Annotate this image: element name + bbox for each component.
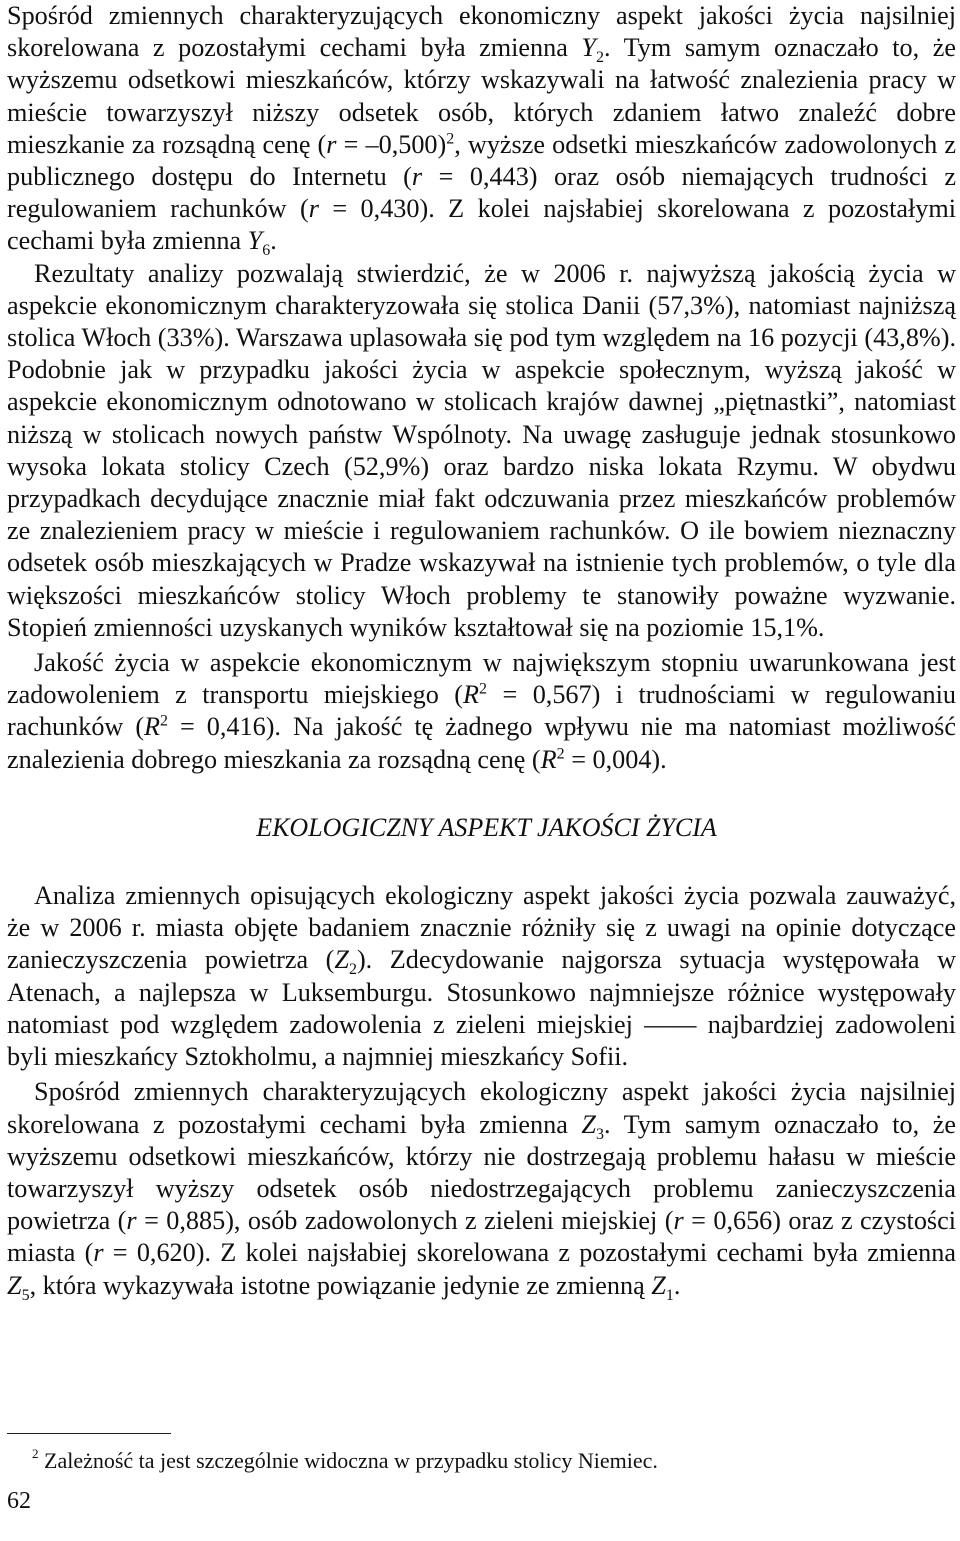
footnote-marker: 2 — [32, 1445, 39, 1461]
text-run: = 0,656) oraz z czystości miasta ( — [7, 1206, 957, 1268]
variable-symbol: Y — [581, 33, 596, 63]
paragraph-economic-determinants — [7, 647, 956, 776]
page-number: 62 — [7, 1488, 31, 1514]
r-squared-symbol: R — [540, 744, 557, 774]
paragraph-economic-results: Rezultaty analizy pozwalają stwierdzić, że w 2006 r. najwyższą jakością życia w aspekcie ekonomicznym charakteryzowała się stolica Danii (57,3%), natomiast najniższą stolica Włoch (33%). Warszawa uplasowała się pod tym względem na 16 pozycji (43,8%). Podobnie jak w przypadku jakości życia w aspekcie społecznym, wyższą jakość w aspekcie ekonomicznym odnotowano w stolicach krajów dawnej „piętnastki”, natomiast niższą w stolicach nowych państw Wspólnoty. Na uwagę zasługuje jednak stosunkowo wysoka lokata stolicy Czech (52,9%) oraz bardzo niska lokata Rzymu. W obydwu przypadkach decydujące znacznie miał fakt odczuwania przez mieszkańców problemów ze znalezieniem pracy w mieście i regulowaniem rachunków. O ile bowiem nieznaczny odsetek osób mieszkających w Pradze wskazywał na istnienie tych problemów, o tyle dla większości mieszkańców stolicy Włoch problemy te stanowiły poważne wyzwanie. Stopień zmienności uzyskanych wyników kształtował się na poziomie 15,1%. — [7, 258, 956, 642]
footnote-divider — [7, 1433, 171, 1434]
variable-subscript: 2 — [348, 961, 357, 979]
correlation-symbol: r — [126, 1206, 137, 1236]
text-run: = –0,500) — [336, 129, 447, 159]
exponent: 2 — [479, 680, 487, 698]
variable-symbol: Y — [247, 226, 263, 256]
text-run: , która wykazywała istotne powiązanie jedynie ze zmienną — [29, 1270, 652, 1300]
text-run: = 0,567) i trudnościami w regulowaniu rachunków ( — [7, 680, 956, 742]
footnote-text: Zależność ta jest szczególnie widoczna w przypadku stolicy Niemiec. — [44, 1448, 658, 1473]
r-squared-symbol: R — [463, 680, 479, 710]
paragraph-ecological-correlation — [7, 1076, 957, 1304]
text-run: = 0,004). — [564, 744, 667, 774]
text-run: Spośród zmiennych charakteryzujących ekonomiczny aspekt jakości życia najsilniej skorelowana z pozostałymi cechami była zmienna — [7, 1, 956, 63]
correlation-symbol: r — [93, 1238, 104, 1268]
footnote-reference: 2 — [446, 130, 455, 148]
section-heading: EKOLOGICZNY ASPEKT JAKOŚCI ŻYCIA — [256, 812, 717, 842]
r-squared-symbol: R — [144, 712, 161, 742]
text-run: = 0,620). Z kolei najsłabiej skorelowana z pozostałymi cechami była zmienna — [103, 1238, 956, 1268]
text-run: = 0,885), osób zadowolonych z zieleni miejskiej ( — [136, 1206, 674, 1236]
text-run: Jakość życia w aspekcie ekonomicznym w największym stopniu uwarunkowana jest zadowoleniem z transportu miejskiego ( — [7, 648, 956, 710]
variable-symbol: Z — [334, 945, 349, 975]
variable-symbol: Z — [651, 1270, 666, 1300]
variable-symbol: Z — [7, 1270, 22, 1300]
correlation-symbol: r — [411, 162, 423, 192]
variable-subscript: 5 — [21, 1286, 30, 1304]
text-run: . Tym samym oznaczało to, że wyższemu odsetkowi mieszkańców, którzy wskazywali na łatwość znalezienia pracy w mieście towarzyszył niższy odsetek osób, których zdaniem łatwo znaleźć dobre mieszkanie za rozsądną cenę ( — [7, 33, 957, 159]
text-run: , wyższe odsetki mieszkańców zadowolonych z publicznego dostępu do Internetu ( — [7, 129, 956, 192]
exponent: 2 — [556, 744, 565, 762]
page-body — [7, 0, 956, 1302]
text-run: Spośród zmiennych charakteryzujących ekologiczny aspekt jakości życia najsilniej skorelowana z pozostałymi cechami była zmienna — [7, 1077, 956, 1139]
paragraph-ecological-analysis — [7, 880, 956, 1073]
text-run: . Tym samym oznaczało to, że wyższemu odsetkowi mieszkańców, którzy nie dostrzegają problemu hałasu w mieście towarzyszył wyższy odsetek osób niedostrzegających problemu zanieczyszczenia powietrza ( — [7, 1109, 957, 1236]
correlation-symbol: r — [673, 1206, 684, 1236]
text-run: = 0,430). Z kolei najsłabiej skorelowana z pozostałymi cechami była zmienna — [7, 194, 956, 256]
text-run: = 0,416). Na jakość tę żadnego wpływu nie ma natomiast możliwość znalezienia dobrego mieszkania za rozsądną cenę ( — [7, 712, 956, 774]
paragraph-economic-correlation — [7, 0, 956, 258]
variable-subscript: 2 — [595, 49, 604, 67]
footnote — [32, 1445, 932, 1474]
text-run: . — [673, 1270, 681, 1300]
exponent: 2 — [160, 712, 169, 730]
variable-subscript: 6 — [262, 242, 271, 260]
correlation-symbol: r — [326, 129, 337, 159]
text-run: = 0,443) oraz osób niemających trudności z regulowaniem rachunków ( — [7, 162, 956, 224]
variable-subscript: 1 — [665, 1286, 674, 1304]
text-run: . — [270, 226, 277, 256]
text-run: Analiza zmiennych opisujących ekologiczny aspekt jakości życia pozwala zauważyć, że w 2006 r. miasta objęte badaniem znacznie różniły się z uwagi na opinie dotyczące zanieczyszczenia powietrza ( — [7, 881, 956, 975]
variable-subscript: 3 — [595, 1125, 604, 1143]
correlation-symbol: r — [308, 194, 319, 224]
variable-symbol: Z — [581, 1109, 596, 1139]
text-run: ). Zdecydowanie najgorsza sytuacja występowała w Atenach, a najlepsza w Luksemburgu. Stosunkowo najmniejsze różnice występowały natomiast pod względem zadowolenia z zieleni miejskiej —— najbardziej zadowoleni byli mieszkańcy Sztokholmu, a najmniej mieszkańcy Sofii. — [7, 945, 957, 1072]
